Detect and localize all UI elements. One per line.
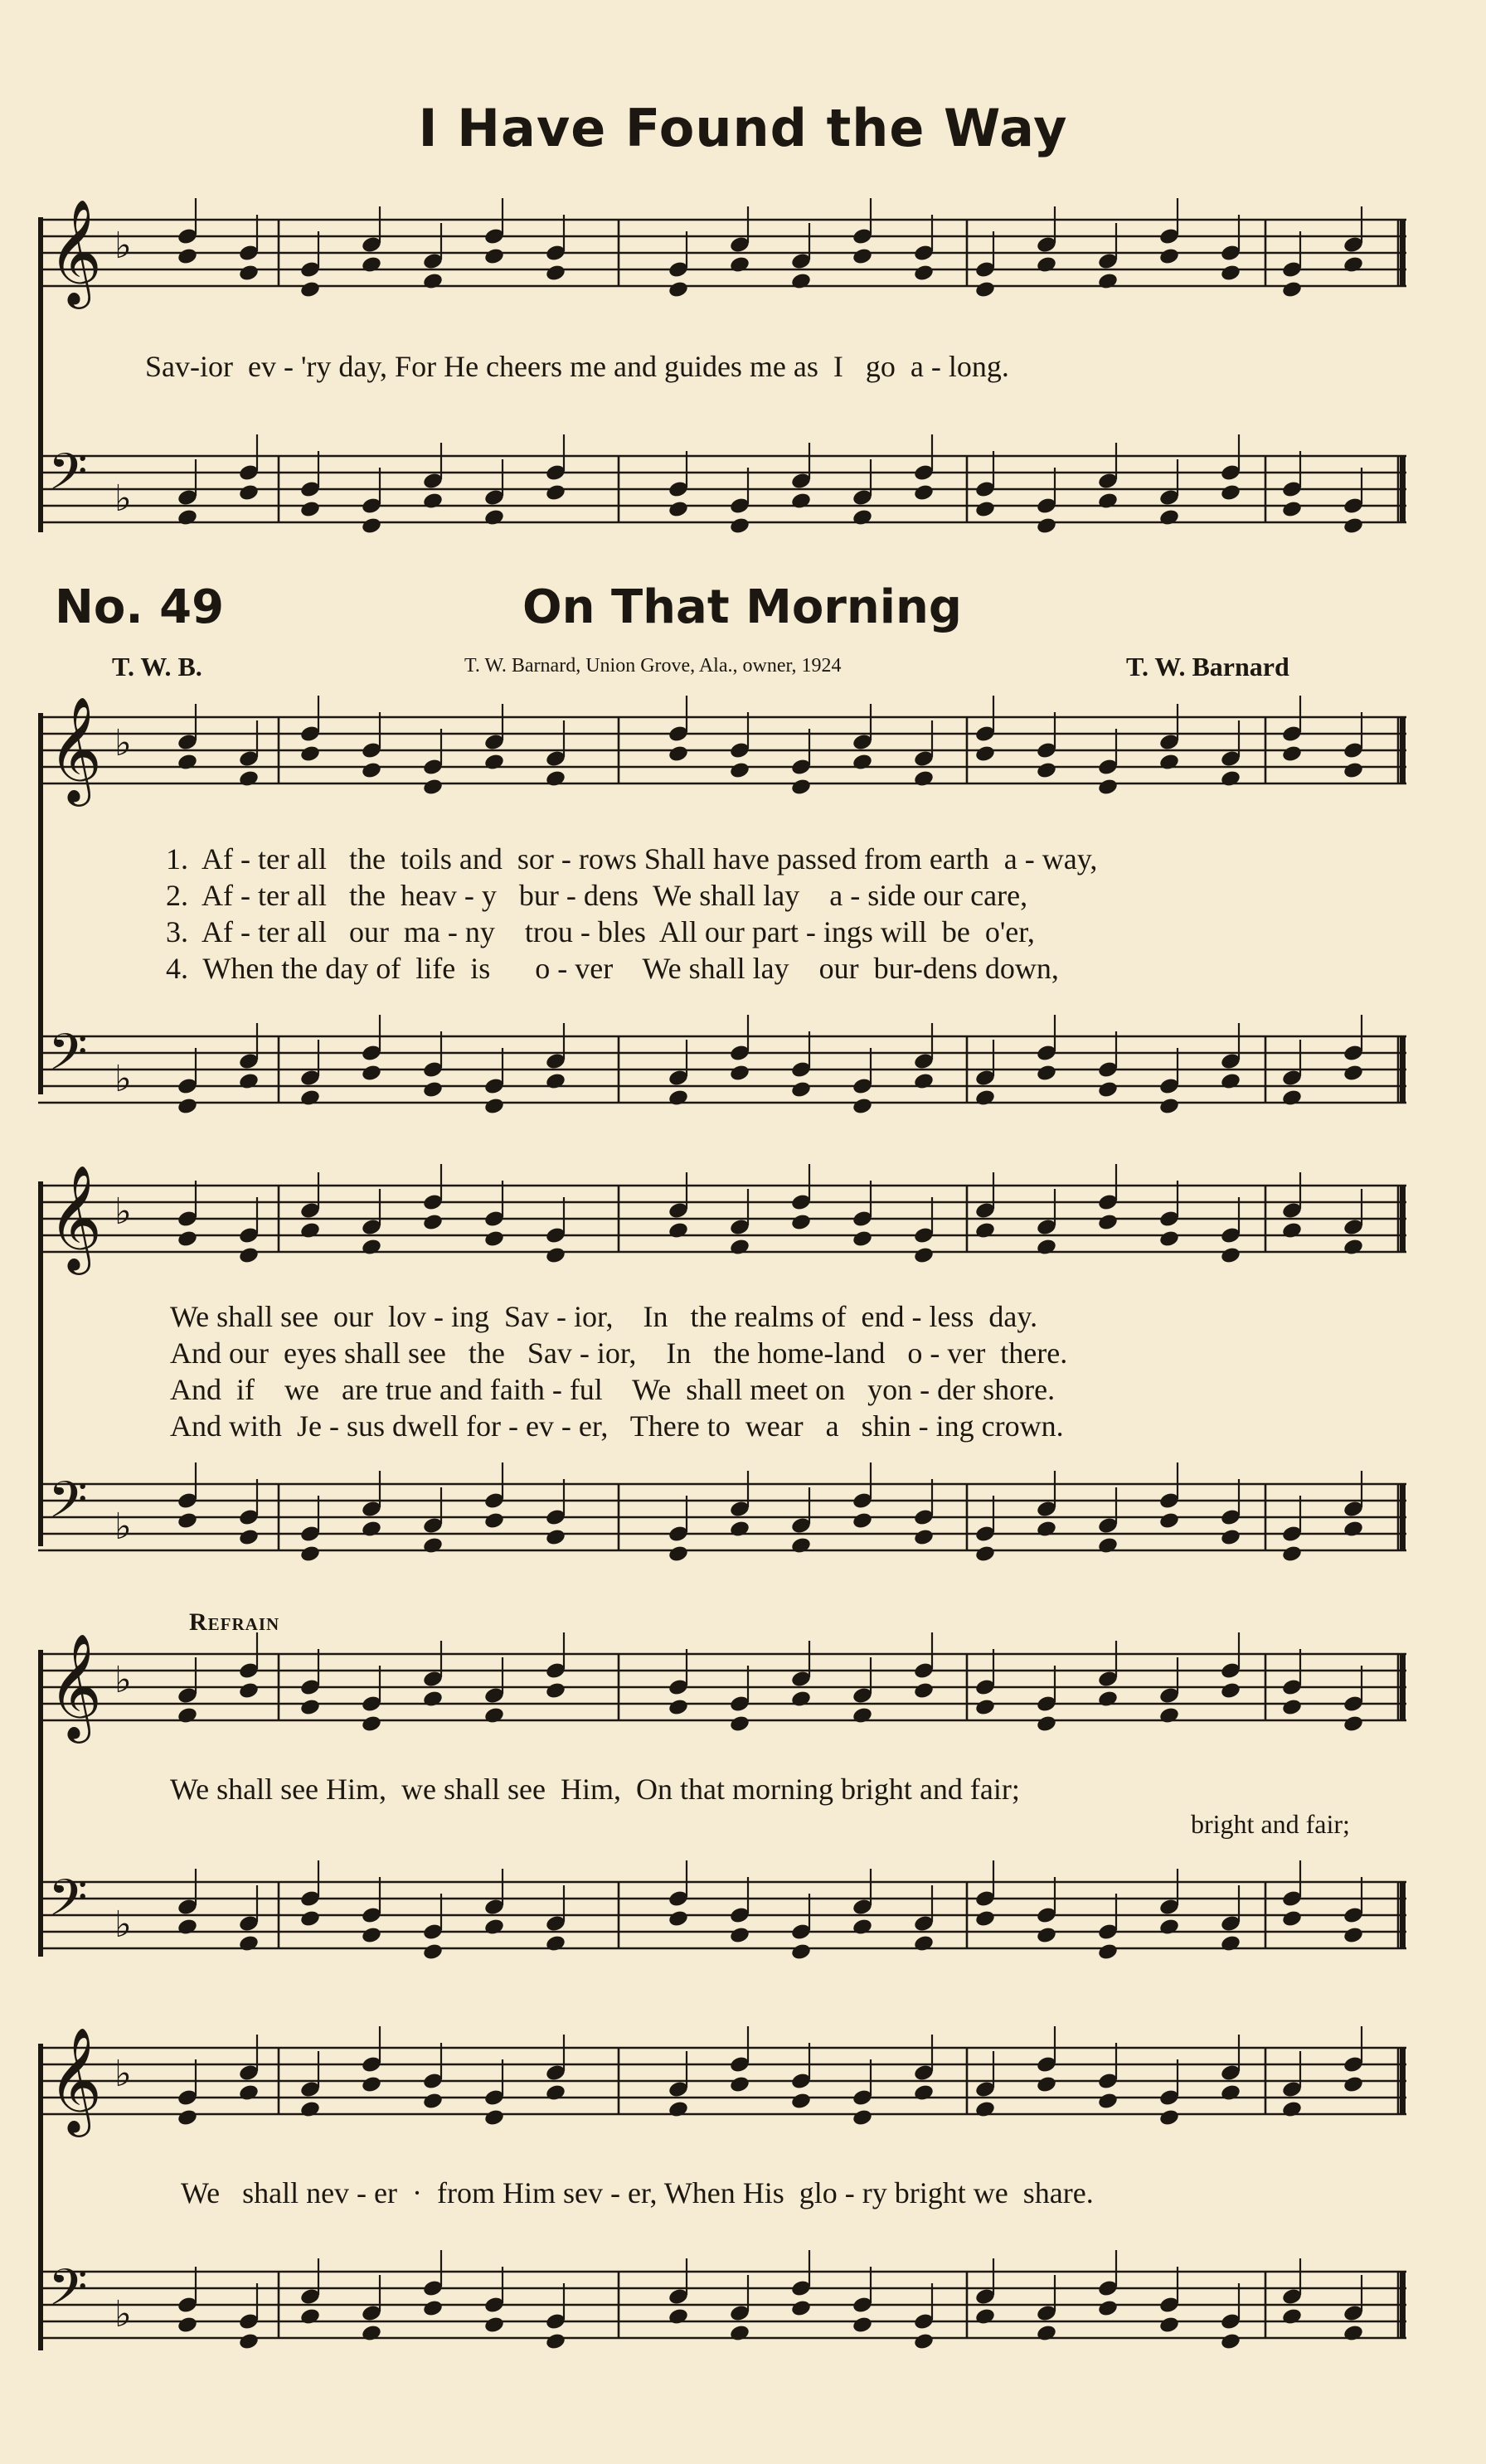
- note-head: [1158, 1511, 1180, 1530]
- staff-lines: [38, 1869, 1406, 1973]
- note-head: [177, 1230, 198, 1249]
- note-head: [729, 255, 750, 274]
- note-head: [974, 2307, 996, 2326]
- refrain-label: Refrain: [189, 1608, 280, 1636]
- note-head: [668, 280, 689, 299]
- note-head: [361, 2075, 382, 2094]
- final-bar: [1400, 220, 1406, 286]
- note-head: [361, 1715, 382, 1734]
- bass-clef-icon: 𝄢: [48, 1471, 88, 1542]
- note-head: [974, 500, 996, 519]
- note-head: [1343, 2075, 1364, 2094]
- note-head: [422, 1690, 444, 1709]
- note-head: [729, 1064, 750, 1083]
- note-head: [177, 753, 198, 772]
- note-head: [1158, 247, 1180, 266]
- note-head: [422, 2299, 444, 2318]
- note-head: [790, 1943, 812, 1962]
- note-head: [1158, 1918, 1180, 1937]
- flat-icon: ♭: [114, 1659, 132, 1701]
- note-head: [545, 1681, 566, 1700]
- note-head: [668, 1089, 689, 1108]
- note-head: [1343, 517, 1364, 536]
- note-head: [422, 1536, 444, 1555]
- refrain-line-2: We shall nev - er · from Him sev - er, When His glo - ry bright we share.: [181, 2176, 1094, 2209]
- note-head: [483, 1511, 505, 1530]
- note-head: [790, 778, 812, 797]
- staff-lines: [38, 1164, 1406, 1277]
- note-head: [1281, 1698, 1303, 1717]
- note-head: [1036, 517, 1057, 536]
- flat-icon: ♭: [114, 2293, 132, 2335]
- note-head: [1220, 1528, 1241, 1547]
- note-head: [913, 1072, 935, 1091]
- note-head: [790, 2299, 812, 2318]
- note-head: [1343, 761, 1364, 780]
- note-head: [422, 1213, 444, 1232]
- note-head: [668, 2307, 689, 2326]
- note-head: [1036, 1926, 1057, 1945]
- note-head: [729, 1238, 750, 1257]
- note-head: [1343, 255, 1364, 274]
- treble-clef-icon: 𝄞: [48, 198, 103, 304]
- note-head: [1281, 745, 1303, 764]
- treble-clef-icon: 𝄞: [48, 696, 103, 802]
- note-head: [545, 1072, 566, 1091]
- staff-lines: [38, 2026, 1406, 2139]
- note-head: [1097, 1080, 1119, 1099]
- note-head: [1036, 2075, 1057, 2094]
- refrain-line-1: We shall see Him, we shall see Him, On that morning bright and fair;: [170, 1773, 1020, 1806]
- note-head: [1036, 255, 1057, 274]
- treble-clef-icon: 𝄞: [48, 2026, 103, 2132]
- note-head: [729, 761, 750, 780]
- verse-line-6: And our eyes shall see the Sav - ior, In the home-land o - ver there.: [170, 1336, 1068, 1370]
- note-head: [299, 745, 321, 764]
- bass-clef-icon: 𝄢: [48, 1869, 88, 1940]
- note-head: [238, 769, 260, 788]
- final-bar: [1400, 1882, 1406, 1948]
- note-head: [1220, 264, 1241, 283]
- note-head: [1158, 1097, 1180, 1116]
- note-head: [238, 1934, 260, 1953]
- note-head: [1036, 761, 1057, 780]
- note-head: [422, 1943, 444, 1962]
- note-head: [1158, 1706, 1180, 1725]
- note-head: [483, 2108, 505, 2127]
- note-head: [1158, 2108, 1180, 2127]
- note-head: [1281, 280, 1303, 299]
- note-head: [299, 500, 321, 519]
- note-head: [729, 517, 750, 536]
- note-head: [1281, 2307, 1303, 2326]
- note-head: [790, 1536, 812, 1555]
- bass-clef-icon: 𝄢: [48, 2258, 88, 2330]
- note-head: [1097, 1536, 1119, 1555]
- song-title-top: I Have Found the Way: [418, 98, 1068, 158]
- verse-line-2: 2. Af - ter all the heav - y bur - dens We shall lay a - side our care,: [166, 879, 1028, 912]
- verse-line-3: 3. Af - ter all our ma - ny trou - bles All our part - ings will be o'er,: [166, 915, 1035, 948]
- note-head: [177, 1511, 198, 1530]
- note-head: [483, 1097, 505, 1116]
- note-head: [1097, 272, 1119, 291]
- note-head: [852, 1706, 873, 1725]
- note-head: [974, 2100, 996, 2119]
- note-head: [1097, 2092, 1119, 2111]
- copyright-line: T. W. Barnard, Union Grove, Ala., owner, 1924: [464, 655, 842, 677]
- note-head: [299, 1698, 321, 1717]
- note-head: [913, 483, 935, 502]
- flat-icon: ♭: [114, 1191, 132, 1233]
- note-head: [852, 1230, 873, 1249]
- note-head: [790, 1690, 812, 1709]
- note-head: [299, 2100, 321, 2119]
- note-head: [238, 1246, 260, 1265]
- note-head: [729, 1715, 750, 1734]
- note-head: [1343, 1064, 1364, 1083]
- note-head: [974, 280, 996, 299]
- staff-lines: [38, 443, 1406, 547]
- note-head: [483, 753, 505, 772]
- note-head: [790, 1080, 812, 1099]
- note-head: [299, 2307, 321, 2326]
- note-head: [1158, 508, 1180, 527]
- note-head: [177, 2108, 198, 2127]
- note-head: [422, 778, 444, 797]
- note-head: [238, 264, 260, 283]
- note-head: [1036, 1715, 1057, 1734]
- note-head: [545, 1528, 566, 1547]
- note-head: [913, 1528, 935, 1547]
- final-bar: [1400, 1654, 1406, 1720]
- note-head: [299, 1545, 321, 1564]
- note-head: [913, 1934, 935, 1953]
- flat-icon: ♭: [114, 478, 132, 520]
- note-head: [1343, 1520, 1364, 1539]
- note-head: [1220, 2332, 1241, 2351]
- note-head: [177, 1706, 198, 1725]
- flat-icon: ♭: [114, 225, 132, 267]
- note-head: [668, 1909, 689, 1928]
- note-head: [545, 483, 566, 502]
- note-head: [1343, 1926, 1364, 1945]
- note-head: [668, 1221, 689, 1240]
- note-head: [852, 1918, 873, 1937]
- note-head: [852, 247, 873, 266]
- note-head: [361, 1238, 382, 1257]
- note-head: [422, 492, 444, 511]
- note-head: [1343, 1715, 1364, 1734]
- system-brace: [38, 713, 43, 1094]
- note-head: [913, 1246, 935, 1265]
- note-head: [668, 2100, 689, 2119]
- note-head: [1036, 1238, 1057, 1257]
- note-head: [974, 1698, 996, 1717]
- verse-line-7: And if we are true and faith - ful We shall meet on yon - der shore.: [170, 1373, 1056, 1406]
- note-head: [1220, 1246, 1241, 1265]
- words-credit: T. W. B.: [112, 652, 202, 681]
- final-bar: [1400, 2272, 1406, 2338]
- note-head: [361, 255, 382, 274]
- note-head: [729, 2324, 750, 2343]
- flat-icon: ♭: [114, 1058, 132, 1100]
- note-head: [361, 2324, 382, 2343]
- note-head: [299, 1909, 321, 1928]
- final-bar: [1400, 1484, 1406, 1550]
- music-credit: T. W. Barnard: [1126, 652, 1289, 681]
- system-brace: [38, 2044, 43, 2350]
- note-head: [545, 2083, 566, 2103]
- note-head: [361, 1926, 382, 1945]
- note-head: [238, 1072, 260, 1091]
- staff-lines: [38, 1023, 1406, 1128]
- note-head: [361, 761, 382, 780]
- note-head: [1036, 1520, 1057, 1539]
- note-head: [1097, 1213, 1119, 1232]
- note-head: [299, 280, 321, 299]
- staff-lines: [38, 2258, 1406, 2363]
- note-head: [177, 2316, 198, 2335]
- note-head: [852, 1511, 873, 1530]
- note-head: [545, 264, 566, 283]
- lyric-line-top: Sav-ior ev - 'ry day, For He cheers me and guides me as I go a - long.: [145, 350, 1009, 383]
- note-head: [545, 1246, 566, 1265]
- note-head: [299, 1221, 321, 1240]
- note-head: [668, 1545, 689, 1564]
- note-head: [668, 500, 689, 519]
- refrain-echo: bright and fair;: [1191, 1809, 1350, 1839]
- note-head: [790, 2092, 812, 2111]
- note-head: [1281, 500, 1303, 519]
- system-brace: [38, 1181, 43, 1546]
- note-head: [1097, 1943, 1119, 1962]
- note-head: [1220, 2083, 1241, 2103]
- note-head: [1220, 1072, 1241, 1091]
- final-bar: [1400, 2048, 1406, 2114]
- note-head: [1158, 1230, 1180, 1249]
- note-head: [729, 2075, 750, 2094]
- note-head: [1343, 2324, 1364, 2343]
- system-brace: [38, 1650, 43, 1957]
- note-head: [729, 1926, 750, 1945]
- note-head: [361, 1520, 382, 1539]
- staff-lines: [38, 696, 1406, 808]
- note-head: [1158, 753, 1180, 772]
- note-head: [238, 1681, 260, 1700]
- note-head: [668, 1698, 689, 1717]
- note-head: [790, 1213, 812, 1232]
- note-head: [238, 483, 260, 502]
- note-head: [177, 247, 198, 266]
- note-head: [422, 272, 444, 291]
- note-head: [790, 492, 812, 511]
- note-head: [974, 1545, 996, 1564]
- note-head: [238, 1528, 260, 1547]
- note-head: [1036, 2324, 1057, 2343]
- final-bar: [1400, 717, 1406, 783]
- note-head: [422, 1080, 444, 1099]
- final-bar: [1400, 1186, 1406, 1252]
- note-head: [361, 1064, 382, 1083]
- note-head: [913, 769, 935, 788]
- note-head: [974, 1909, 996, 1928]
- note-head: [974, 1089, 996, 1108]
- note-head: [1281, 1545, 1303, 1564]
- note-head: [1220, 483, 1241, 502]
- note-head: [1281, 1089, 1303, 1108]
- note-head: [361, 517, 382, 536]
- treble-clef-icon: 𝄞: [48, 1632, 103, 1739]
- treble-clef-icon: 𝄞: [48, 1164, 103, 1270]
- note-head: [729, 1520, 750, 1539]
- note-head: [177, 1097, 198, 1116]
- note-head: [852, 508, 873, 527]
- note-head: [483, 2316, 505, 2335]
- note-head: [1097, 492, 1119, 511]
- note-head: [913, 1681, 935, 1700]
- note-head: [299, 1089, 321, 1108]
- note-head: [668, 745, 689, 764]
- note-head: [852, 1097, 873, 1116]
- note-head: [238, 2332, 260, 2351]
- note-head: [1220, 1681, 1241, 1700]
- note-head: [913, 264, 935, 283]
- verse-line-5: We shall see our lov - ing Sav - ior, In the realms of end - less day.: [170, 1300, 1038, 1333]
- note-head: [1220, 1934, 1241, 1953]
- note-head: [483, 1918, 505, 1937]
- note-head: [1097, 778, 1119, 797]
- final-bar: [1400, 456, 1406, 522]
- verse-line-4: 4. When the day of life is o - ver We shall lay our bur-dens down,: [166, 952, 1059, 985]
- note-head: [483, 1706, 505, 1725]
- note-head: [1281, 2100, 1303, 2119]
- note-head: [1281, 1221, 1303, 1240]
- note-head: [974, 1221, 996, 1240]
- flat-icon: ♭: [114, 2053, 132, 2095]
- flat-icon: ♭: [114, 1904, 132, 1946]
- verse-line-8: And with Je - sus dwell for - ev - er, There to wear a shin - ing crown.: [170, 1409, 1064, 1443]
- system-brace: [38, 217, 43, 532]
- note-head: [1097, 1690, 1119, 1709]
- note-head: [545, 769, 566, 788]
- note-head: [483, 1230, 505, 1249]
- staff-lines: [38, 198, 1406, 311]
- note-head: [1343, 1238, 1364, 1257]
- note-head: [483, 247, 505, 266]
- note-head: [913, 2083, 935, 2103]
- verse-line-1: 1. Af - ter all the toils and sor - rows Shall have passed from earth a - way,: [166, 842, 1098, 875]
- note-head: [1036, 1064, 1057, 1083]
- note-head: [1220, 769, 1241, 788]
- note-head: [1097, 2299, 1119, 2318]
- flat-icon: ♭: [114, 722, 132, 764]
- note-head: [852, 2108, 873, 2127]
- note-head: [852, 753, 873, 772]
- note-head: [483, 508, 505, 527]
- bass-clef-icon: 𝄢: [48, 443, 88, 514]
- note-head: [913, 2332, 935, 2351]
- final-bar: [1400, 1036, 1406, 1103]
- note-head: [790, 272, 812, 291]
- staff-lines: [38, 1471, 1406, 1575]
- note-head: [177, 1918, 198, 1937]
- hymn-title: On That Morning: [522, 580, 962, 634]
- note-head: [545, 2332, 566, 2351]
- note-head: [545, 1934, 566, 1953]
- note-head: [852, 2316, 873, 2335]
- note-head: [1281, 1909, 1303, 1928]
- hymn-number: No. 49: [55, 580, 225, 634]
- note-head: [177, 508, 198, 527]
- note-head: [238, 2083, 260, 2103]
- note-head: [974, 745, 996, 764]
- staff-lines: [38, 1632, 1406, 1745]
- note-head: [422, 2092, 444, 2111]
- note-head: [1158, 2316, 1180, 2335]
- bass-clef-icon: 𝄢: [48, 1023, 88, 1094]
- flat-icon: ♭: [114, 1506, 132, 1548]
